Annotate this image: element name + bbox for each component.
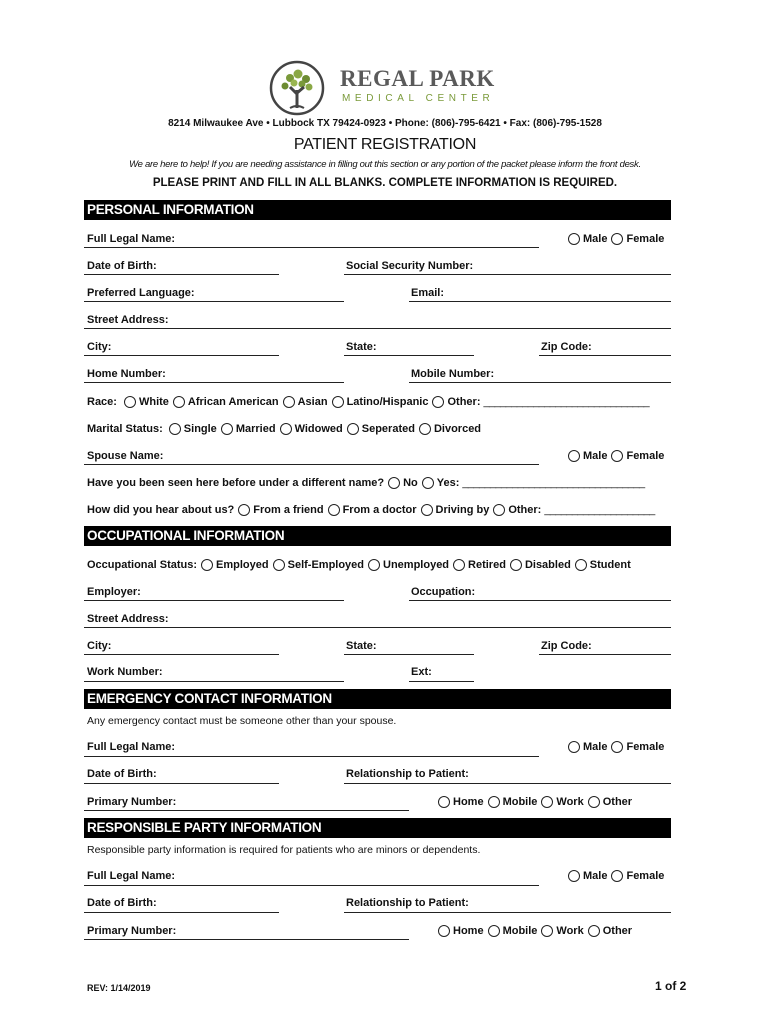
work-number-line[interactable] bbox=[84, 681, 344, 682]
personal-home-number-label: Home Number: bbox=[87, 368, 166, 380]
responsible-primary-line[interactable] bbox=[84, 939, 409, 940]
spouse-name-line[interactable] bbox=[84, 464, 539, 465]
spouse-female-radio[interactable] bbox=[611, 450, 623, 462]
responsible-primary-label: Primary Number: bbox=[87, 925, 177, 937]
personal-city-line[interactable] bbox=[84, 355, 279, 356]
emergency-full-name-line[interactable] bbox=[84, 756, 539, 757]
personal-street-line[interactable] bbox=[84, 328, 671, 329]
responsible-work-radio[interactable] bbox=[541, 925, 553, 937]
hear-driving-radio[interactable] bbox=[421, 504, 433, 516]
personal-dob-line[interactable] bbox=[84, 274, 279, 275]
emergency-other-radio[interactable] bbox=[588, 796, 600, 808]
status-unemployed-radio[interactable] bbox=[368, 559, 380, 571]
emergency-male-radio[interactable] bbox=[568, 741, 580, 753]
race-latino-radio[interactable] bbox=[332, 396, 344, 408]
seen-yes-line[interactable]: _________________________________ bbox=[462, 477, 645, 489]
occupation-line[interactable] bbox=[409, 600, 671, 601]
race-row: Race: White African American Asian Latino/Hispanic Other: ______________________________ bbox=[87, 396, 650, 408]
hear-other-line[interactable]: ____________________ bbox=[544, 504, 655, 516]
hear-doctor-radio[interactable] bbox=[328, 504, 340, 516]
personal-language-label: Preferred Language: bbox=[87, 287, 195, 299]
personal-state-label: State: bbox=[346, 341, 377, 353]
personal-ssn-line[interactable] bbox=[344, 274, 671, 275]
personal-email-label: Email: bbox=[411, 287, 445, 299]
work-number-label: Work Number: bbox=[87, 666, 163, 678]
seen-yes-radio[interactable] bbox=[422, 477, 434, 489]
section-responsible-heading: RESPONSIBLE PARTY INFORMATION bbox=[84, 818, 671, 838]
marital-seperated-radio[interactable] bbox=[347, 423, 359, 435]
race-asian-radio[interactable] bbox=[283, 396, 295, 408]
status-student-radio[interactable] bbox=[575, 559, 587, 571]
responsible-mobile-radio[interactable] bbox=[488, 925, 500, 937]
section-personal-heading: PERSONAL INFORMATION bbox=[84, 200, 671, 220]
personal-email-line[interactable] bbox=[409, 301, 671, 302]
spouse-gender: Male Female bbox=[564, 448, 664, 464]
responsible-gender: Male Female bbox=[564, 868, 664, 884]
spouse-name-label: Spouse Name: bbox=[87, 450, 164, 462]
tree-logo-icon bbox=[268, 60, 326, 116]
responsible-male-radio[interactable] bbox=[568, 870, 580, 882]
revision-date: REV: 1/14/2019 bbox=[87, 983, 151, 993]
responsible-full-name-line[interactable] bbox=[84, 885, 539, 886]
section-occupational-heading: OCCUPATIONAL INFORMATION bbox=[84, 526, 671, 546]
responsible-note: Responsible party information is required for patients who are minors or dependents. bbox=[87, 844, 481, 856]
logo-subtitle: MEDICAL CENTER bbox=[342, 93, 495, 104]
responsible-full-name-label: Full Legal Name: bbox=[87, 870, 176, 882]
ext-line[interactable] bbox=[409, 681, 474, 682]
instruction-text: PLEASE PRINT AND FILL IN ALL BLANKS. COMPLETE INFORMATION IS REQUIRED. bbox=[152, 177, 618, 189]
occ-city-label: City: bbox=[87, 640, 112, 652]
responsible-relationship-label: Relationship to Patient: bbox=[346, 897, 469, 909]
hear-friend-radio[interactable] bbox=[238, 504, 250, 516]
personal-home-number-line[interactable] bbox=[84, 382, 344, 383]
page-title: PATIENT REGISTRATION bbox=[293, 136, 477, 153]
status-employed-radio[interactable] bbox=[201, 559, 213, 571]
female-radio[interactable] bbox=[611, 233, 623, 245]
personal-state-line[interactable] bbox=[344, 355, 474, 356]
help-text: We are here to help! If you are needing assistance in filling out this section or any portion of the packet please inform the front desk. bbox=[129, 159, 641, 170]
race-other-line[interactable]: ______________________________ bbox=[483, 396, 650, 408]
section-emergency-heading: EMERGENCY CONTACT INFORMATION bbox=[84, 689, 671, 709]
personal-mobile-number-label: Mobile Number: bbox=[411, 368, 495, 380]
emergency-home-radio[interactable] bbox=[438, 796, 450, 808]
logo-name: REGAL PARK bbox=[340, 66, 495, 91]
emergency-primary-label: Primary Number: bbox=[87, 796, 177, 808]
responsible-home-radio[interactable] bbox=[438, 925, 450, 937]
personal-language-line[interactable] bbox=[84, 301, 344, 302]
employer-label: Employer: bbox=[87, 586, 141, 598]
clinic-address: 8214 Milwaukee Ave • Lubbock TX 79424-0923 • Phone: (806)-795-6421 • Fax: (806)-795-1528 bbox=[168, 118, 602, 129]
hear-other-radio[interactable] bbox=[493, 504, 505, 516]
responsible-dob-label: Date of Birth: bbox=[87, 897, 157, 909]
responsible-female-radio[interactable] bbox=[611, 870, 623, 882]
ext-label: Ext: bbox=[411, 666, 432, 678]
occ-street-line[interactable] bbox=[84, 627, 671, 628]
emergency-note: Any emergency contact must be someone other than your spouse. bbox=[87, 715, 397, 727]
responsible-dob-line[interactable] bbox=[84, 912, 279, 913]
emergency-phone-types: Home Mobile Work Other bbox=[434, 794, 632, 810]
occ-zip-label: Zip Code: bbox=[541, 640, 592, 652]
emergency-relationship-label: Relationship to Patient: bbox=[346, 768, 469, 780]
emergency-gender: Male Female bbox=[564, 739, 664, 755]
emergency-mobile-radio[interactable] bbox=[488, 796, 500, 808]
occ-street-label: Street Address: bbox=[87, 613, 169, 625]
male-radio[interactable] bbox=[568, 233, 580, 245]
responsible-phone-types: Home Mobile Work Other bbox=[434, 923, 632, 939]
marital-single-radio[interactable] bbox=[169, 423, 181, 435]
spouse-male-radio[interactable] bbox=[568, 450, 580, 462]
personal-gender: Male Female bbox=[564, 231, 664, 247]
emergency-full-name-label: Full Legal Name: bbox=[87, 741, 176, 753]
seen-no-radio[interactable] bbox=[388, 477, 400, 489]
personal-dob-label: Date of Birth: bbox=[87, 260, 157, 272]
personal-zip-label: Zip Code: bbox=[541, 341, 592, 353]
marital-row: Marital Status: Single Married Widowed Seperated Divorced bbox=[87, 423, 482, 435]
occupation-label: Occupation: bbox=[411, 586, 476, 598]
race-white-radio[interactable] bbox=[124, 396, 136, 408]
occ-state-line[interactable] bbox=[344, 654, 474, 655]
marital-divorced-radio[interactable] bbox=[419, 423, 431, 435]
emergency-female-radio[interactable] bbox=[611, 741, 623, 753]
occ-state-label: State: bbox=[346, 640, 377, 652]
occupational-status-row: Occupational Status: Employed Self-Employed Unemployed Retired Disabled Student bbox=[87, 559, 631, 571]
employer-line[interactable] bbox=[84, 600, 344, 601]
hear-about-row: How did you hear about us? From a friend From a doctor Driving by Other: ____________________ bbox=[87, 504, 655, 516]
occ-city-line[interactable] bbox=[84, 654, 279, 655]
personal-mobile-number-line[interactable] bbox=[409, 382, 671, 383]
page-number: 1 of 2 bbox=[655, 979, 687, 993]
race-african-american-radio[interactable] bbox=[173, 396, 185, 408]
emergency-work-radio[interactable] bbox=[541, 796, 553, 808]
personal-full-name-label: Full Legal Name: bbox=[87, 233, 176, 245]
emergency-relationship-line[interactable] bbox=[344, 783, 671, 784]
personal-ssn-label: Social Security Number: bbox=[346, 260, 474, 272]
status-self-employed-radio[interactable] bbox=[273, 559, 285, 571]
responsible-other-radio[interactable] bbox=[588, 925, 600, 937]
status-disabled-radio[interactable] bbox=[510, 559, 522, 571]
marital-widowed-radio[interactable] bbox=[280, 423, 292, 435]
personal-city-label: City: bbox=[87, 341, 112, 353]
emergency-dob-line[interactable] bbox=[84, 783, 279, 784]
logo bbox=[268, 60, 498, 116]
personal-street-label: Street Address: bbox=[87, 314, 169, 326]
seen-before-row: Have you been seen here before under a different name? No Yes: _________________________________ bbox=[87, 477, 645, 489]
responsible-relationship-line[interactable] bbox=[344, 912, 671, 913]
status-retired-radio[interactable] bbox=[453, 559, 465, 571]
emergency-dob-label: Date of Birth: bbox=[87, 768, 157, 780]
personal-full-name-line[interactable] bbox=[84, 247, 539, 248]
emergency-primary-line[interactable] bbox=[84, 810, 409, 811]
marital-married-radio[interactable] bbox=[221, 423, 233, 435]
personal-zip-line[interactable] bbox=[539, 355, 671, 356]
occ-zip-line[interactable] bbox=[539, 654, 671, 655]
race-other-radio[interactable] bbox=[432, 396, 444, 408]
